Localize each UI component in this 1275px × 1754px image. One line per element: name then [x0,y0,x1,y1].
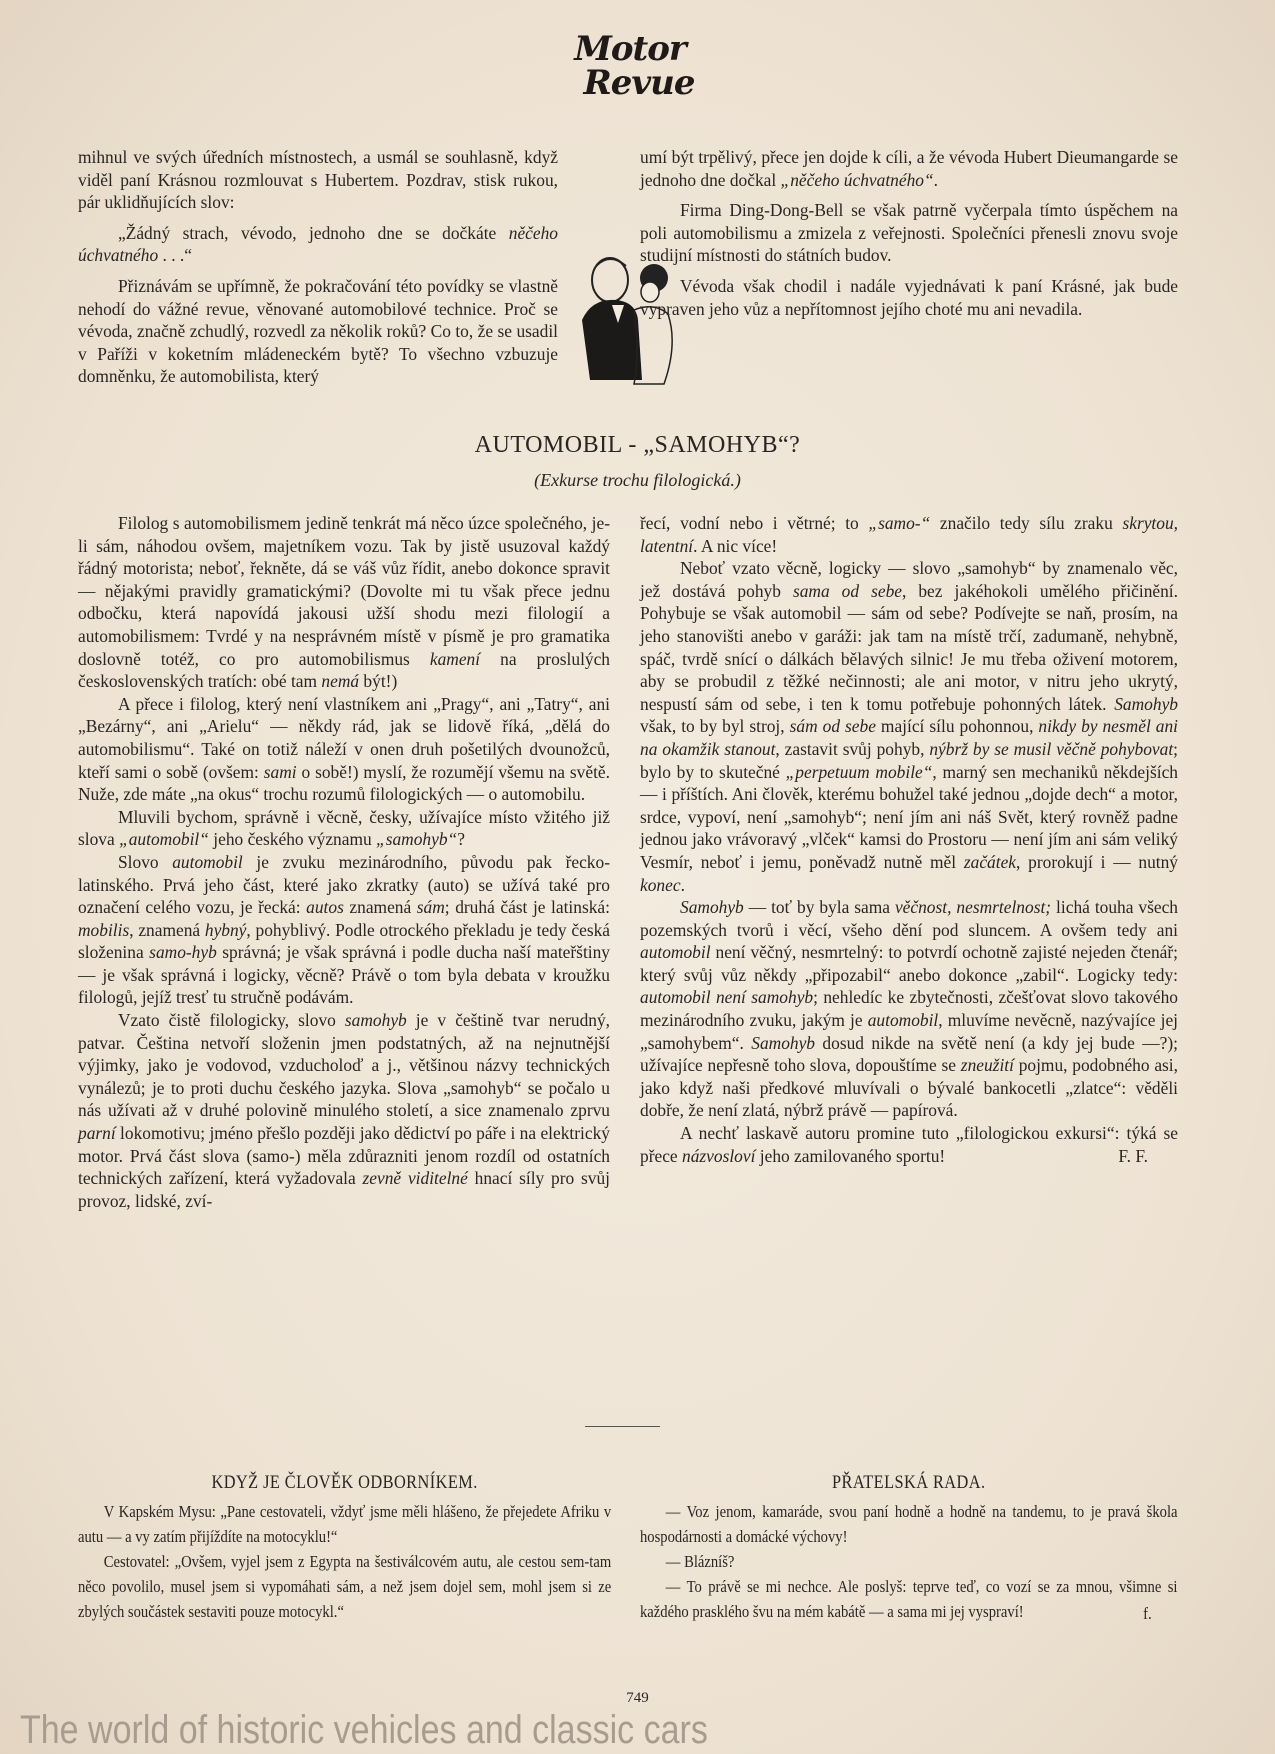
page-number: 749 [626,1690,649,1706]
paragraph: Filolog s automobilismem jedině tenkrát má něco úzce společného, je-li sám, náhodou ovšem, majetníkem vozu. Tak by jistě usuzoval každý řádný motorista; neboť, řekněte, dá se váš vůz řídit, anebo dokonce spravit — nějakými pravidly gramatickými? (Dovolte mi tu však přece jednu odbočku, která napovídá jakousi užší shodu mezi filologií a automobilismem: Tvrdé y na nesprávném místě v písmě je pro gramatika doslovně totéž, co pro automobilismus kamení na proslulých československých tratích: obé tam nemá být!) [78,513,611,692]
top-left-column [78,146,558,388]
anecdote-left-paragraph: Cestovatel: „Ovšem, vyjel jsem z Egypta na šestiválcovém autu, ale cestou sem-tam něco povolilo, musel jsem si vypomáhati sám, a než jsem dojel sem, mohl jsem si ze zbylých součástek sestaviti pouze motocykl.“ [78,1552,612,1621]
paragraph: umí být trpělivý, přece jen dojde k cíli, a že vévoda Hubert Dieumangarde se jednoho dne dočkal „něčeho úchvatného“. [640,147,1178,190]
paragraph: Neboť vzato věcně, logicky — slovo „samohyb“ by znamenalo věc, jež dostává pohyb sama od sebe, bez jakéhokoli umělého přičinění. Pohybuje se však automobil — sám od sebe? Podívejte se naň, prosím, na jeho stanovišti anebo v garáži: jak tam na místě trčí, zadumaně, nehybně, spáč, tvrdě snící o dálkách bělavých silnic! Je mu třeba oživení motorem, aby se probudil z těžké nečinnosti; ale ani motor, v nitru jeho ukrytý, nespustí sám od sebe, i ten k tomu potřebuje pohonných látek. Samohyb však, to by byl stroj, sám od sebe mající sílu pohonnou, nikdy by nesměl ani na okamžik stanout, zastavit svůj pohyb, nýbrž by se musil věčně pohybovat; bylo by to skutečné „perpetuum mobile“, marný sen mechaniků někdejších — i příštích. Ani člověk, kterému bohužel také jednou „dojde dech“ a motor, srdce, vypoví, není „samohyb“; není jím ani náš Svět, který rovněž padne jednou jako vrávoravý „vlček“ kamsi do Prostoru — není jím ani sám veliký Vesmír, neboť i jemu, poněvadž nutně měl začátek, prorokují i — nutný konec. [640,558,1179,895]
paragraph: A přece i filolog, který není vlastníkem ani „Pragy“, ani „Tatry“, ani „Bezárny“, ani „Arielu“ — někdy rád, jak se lidově říká, „dělá do automobilismu“. Také on totiž náleží v onen druh pošetilých dvounožců, kteří sami o sobě (ovšem: sami o sobě!) myslí, že rozumějí všemu na světě. Nuže, zde máte „na okus“ trochu rozumů filologických — o automobilu. [78,693,610,805]
anecdote-signature: f. [1143,1604,1152,1624]
paragraph: Slovo automobil je zvuku mezinárodního, původu pak řecko-latinského. Prvá jeho část, které jako zkratky (auto) se užívá také pro označení celého vozu, je řecká: autos znamená sám; druhá část je latinská: mobilis, znamená hybný, pohyblivý. Podle otrockého překladu je tedy česká složenina samo-hyb správná; je však správná i podle ducha naší mateřštiny — je však správná i logicky, věcně? Právě o tom byla debata v kroužku filologů, jejíž tresť tu stručně podávám. [78,851,611,1008]
article-right-column [640,512,1178,1167]
paragraph: Mluvili bychom, správně i věcně, česky, užívajíce místo vžitého již slova „automobil“ jeho českého významu „samohyb“? [78,806,610,850]
paragraph: Samohyb — toť by byla sama věčnost, nesmrtelnost; lichá touha všech pozemských tvorů i věcí, všeho dění pod sluncem. A ovšem tedy ani automobil není věčný, nesmrtelný: to potvrdí ochotně zajisté nejeden čtenář; který svůj vůz někdy „připozabil“ anebo dokonce „zabil“. Logicky tedy: automobil není samohyb; nehledíc ke zbytečnosti, zčešťovat slovo takového mezinárodního zvuku, jakým je automobil, mluvíme nevěcně, nazývajíce jej „samohybem“. Samohyb dosud nikde na světě není (a kdy jej bude —?); užívajíce nepřesně toho slova, dopouštíme se zneužití pojmu, podobného asi, jako když naši předkové mluvívali o bývalé bankocetli „zlatce“: věděli dobře, že není zlatá, nýbrž právě — papírová. [640,897,1179,1121]
paragraph: Vzato čistě filologicky, slovo samohyb je v češtině tvar nerudný, patvar. Čeština netvoří složenin jmen podstatných, až na nejnutnější výjimky, jako je vodovod, vzducholoď a j., většinou názvy technických vynálezů; je to proti duchu českého jazyka. Slova „samohyb“ se počalo u nás užívati až v druhé polovině minulého století, a sice znamenalo zprvu parní lokomotivu; jméno přešlo později jako dědictví po páře i na elektrický motor. Prvá část slova (samo-) měla zdůrazniti jenom rozdíl od ostatních technických zařízení, která vyžadovala zevně viditelné hnací síly pro svůj provoz, lidské, zví- [78,1010,611,1211]
article-left-column [78,512,610,1212]
anecdote-right-title: PŘATELSKÁ RADA. [831,1472,986,1493]
anecdote-left [78,1470,611,1624]
paragraph: Firma Ding-Dong-Bell se však patrně vyčerpala tímto úspěchem na poli automobilismu a zmizela z veřejnosti. Společníci přenesli znovu svoje studijní místnosti do státních budov. [640,200,1178,266]
paragraph: A nechť laskavě autoru promine tuto „filologickou exkursi“: týká se přece názvosloví jeho zamilovaného sportu! [640,1123,1178,1166]
motor-revue-logo [560,29,700,103]
watermark-text: The world of historic vehicles and classic cars [20,1708,708,1752]
anecdote-right-paragraph: — Blázníš? [665,1552,735,1571]
anecdote-right-paragraph: — Voz jenom, kamaráde, svou paní hodně a hodně na tandemu, to je pravá škola hospodárnosti a domácké výchovy! [640,1502,1178,1546]
paragraph: mihnul ve svých úředních místnostech, a usmál se souhlasně, když viděl paní Krásnou rozmlouvat s Hubertem. Pozdrav, stisk rukou, pár uklidňujících slov: [78,147,558,213]
logo-line-2: Revue [583,63,695,103]
paragraph: Vévoda však chodil i nadále vyjednávati k paní Krásné, jak bude vypraven jeho vůz a nepřítomnost jejího choté mu ani nevadila. [640,275,1178,319]
article-title: AUTOMOBIL - „SAMOHYB“? [474,432,801,458]
logo-line-1: Motor [574,29,686,69]
section-divider [585,1426,660,1427]
top-right-column [640,146,1178,320]
anecdote-left-paragraph: V Kapském Mysu: „Pane cestovateli, vždyť jsme měli hlášeno, že přejedete Afriku v autu — a vy zatím přijíždíte na motocyklu!“ [78,1502,612,1546]
anecdote-right-paragraph: — To právě se mi nechce. Ale poslyš: teprve teď, co vozí se za mnou, všimne si každého prasklého švu na mém kabátě — a sama mi jej vyspraví! [640,1577,1178,1621]
paragraph: Přiznávám se upřímně, že pokračování této povídky se vlastně nehodí do vážné revue, věnované automobilové technice. Proč se vévoda, značně zchudlý, rozvedl za několik roků? Co to, že se usadil v Paříži v koketním mládeneckém bytě? To všechno vzbuzuje domněnku, že automobilista, který [78,275,558,387]
paragraph: „Žádný strach, vévodo, jednoho dne se dočkáte něčeho úchvatného . . .“ [78,222,558,266]
article-signature: F. F. [1118,1145,1148,1166]
paragraph: řecí, vodní nebo i větrné; to „samo-“ značilo tedy sílu zraku skrytou, latentní. A nic více! [640,513,1178,556]
anecdote-right [640,1470,1178,1626]
article-subtitle: (Exkurse trochu filologická.) [534,470,741,490]
anecdote-left-title: KDYŽ JE ČLOVĚK ODBORNÍKEM. [211,1472,478,1493]
